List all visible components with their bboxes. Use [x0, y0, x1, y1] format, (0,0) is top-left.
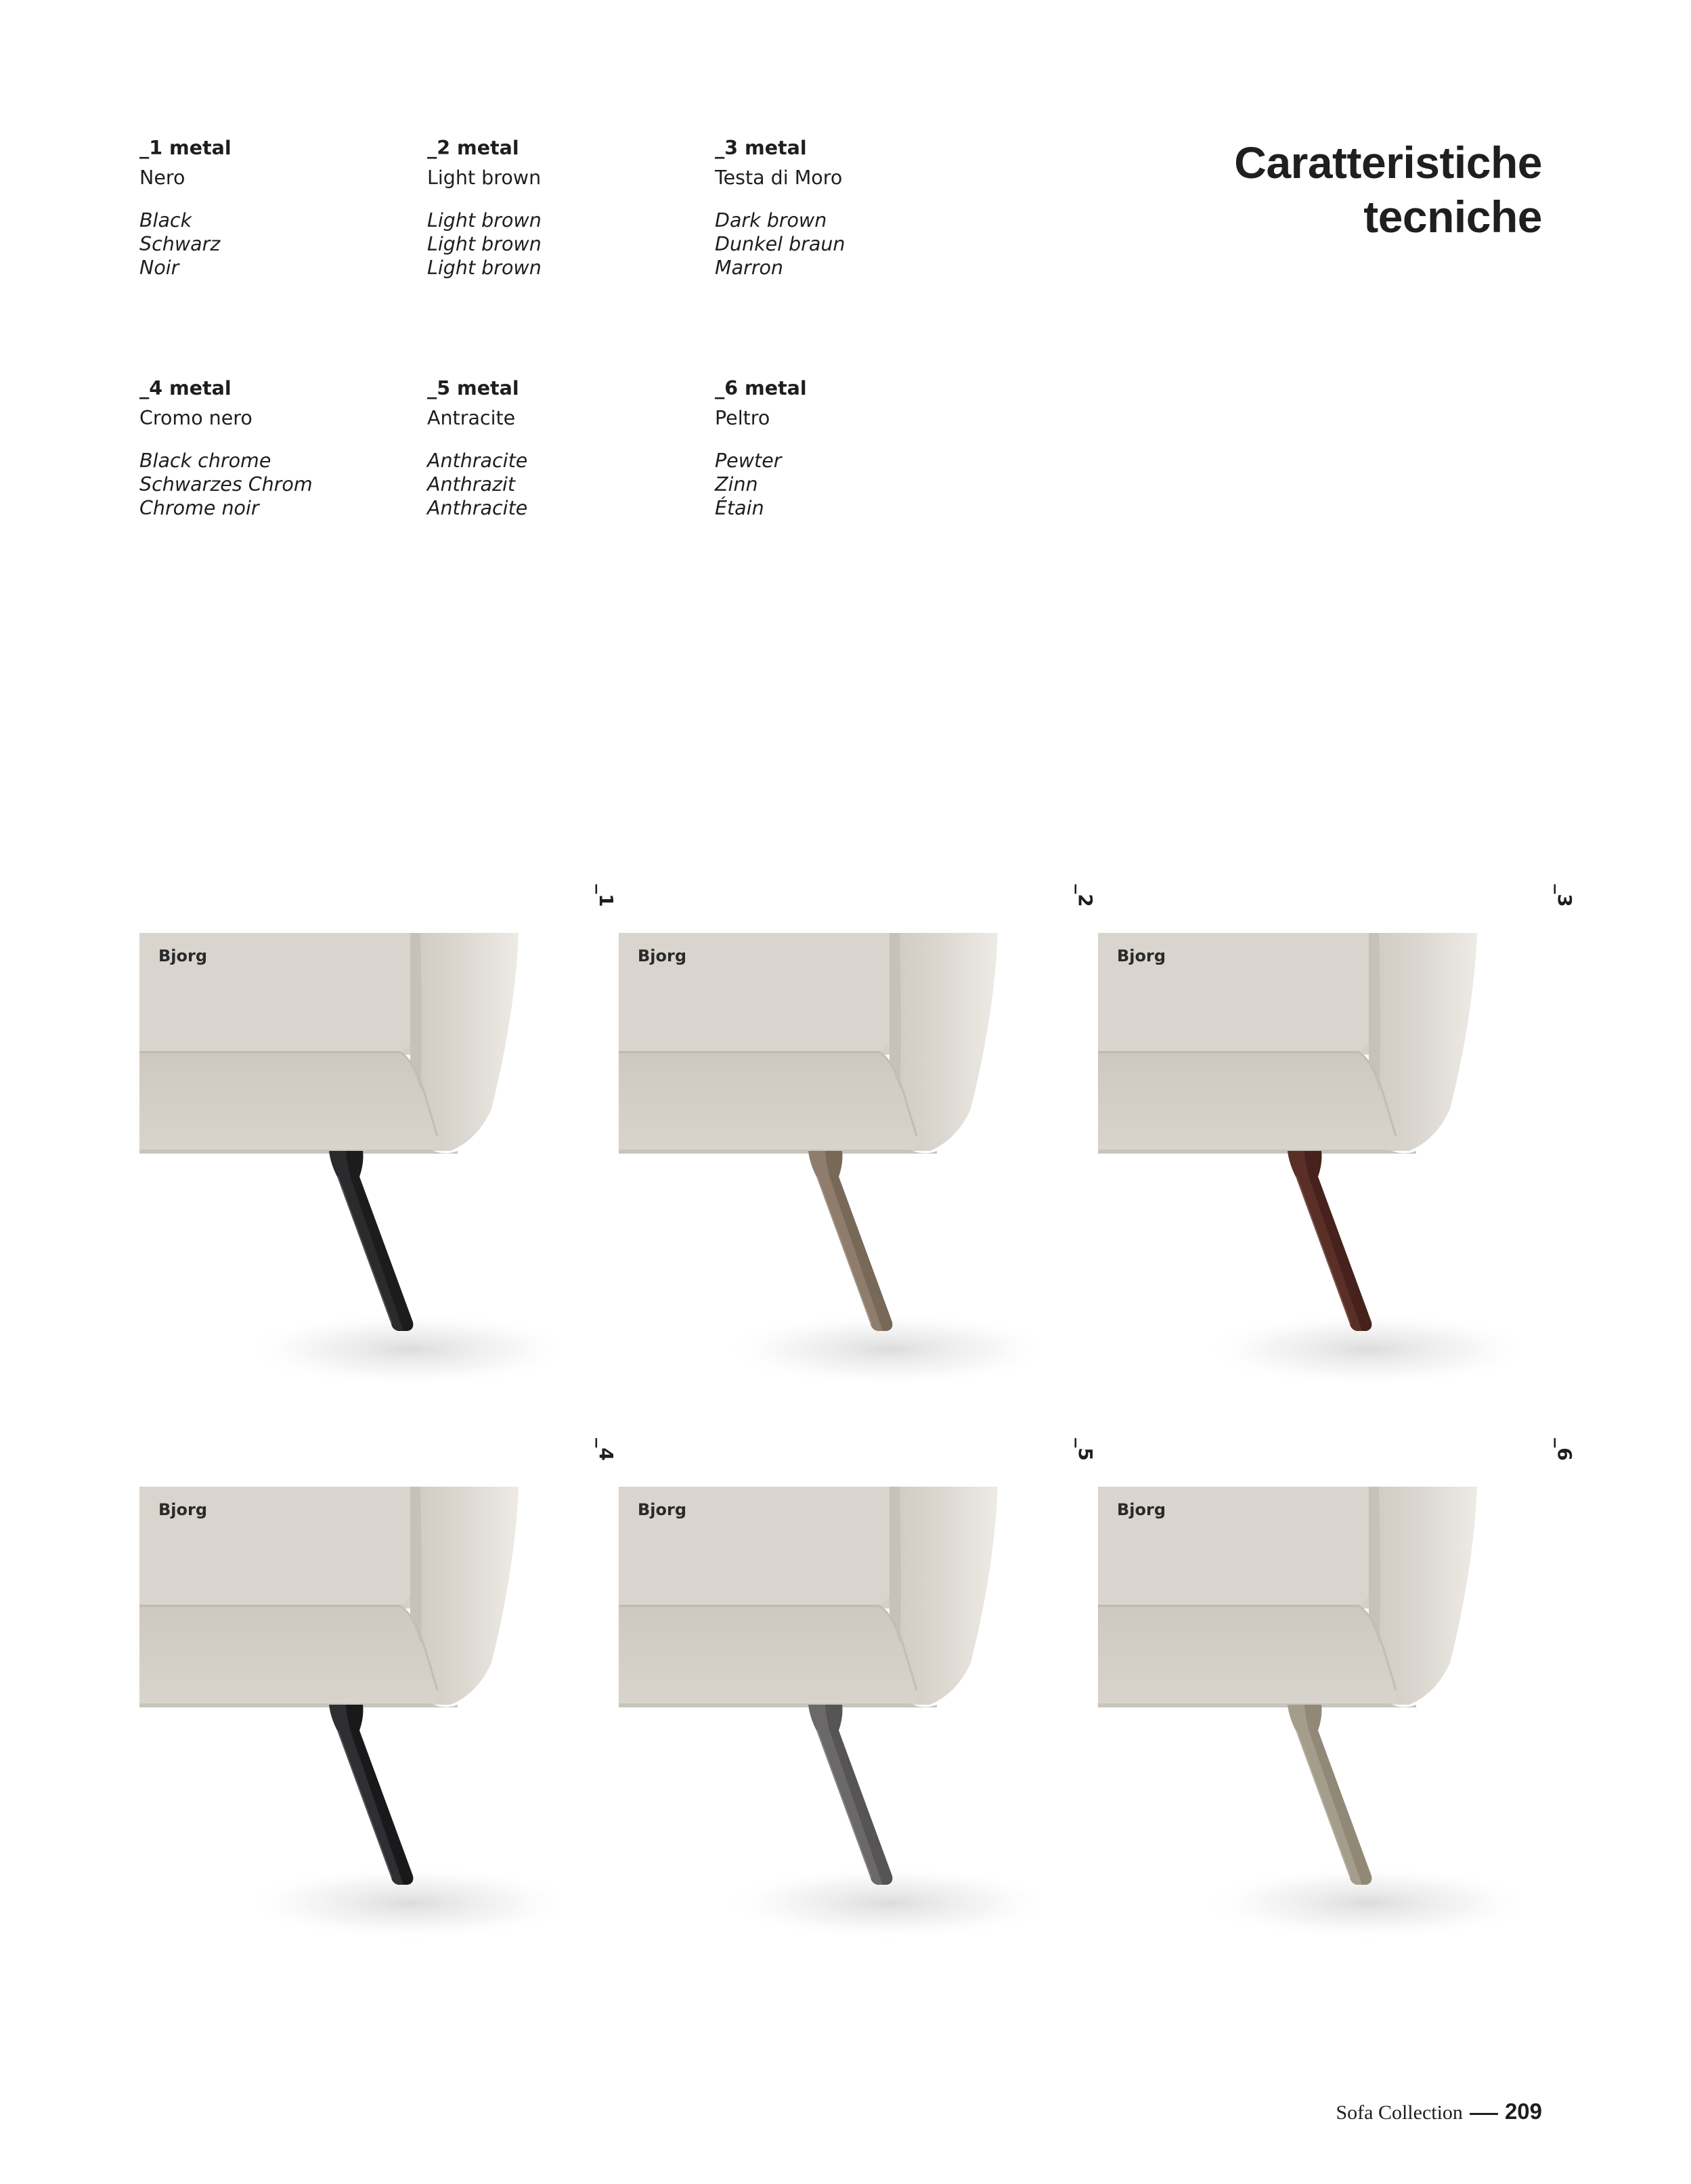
finish-translation-en: Pewter — [715, 450, 782, 472]
finish-number: _3 — [1554, 884, 1576, 907]
sofa-leg-image — [1098, 1487, 1518, 1961]
finish-item — [139, 374, 410, 520]
finish-number: _1 — [595, 884, 617, 907]
finish-translations — [715, 449, 986, 520]
finish-translation-fr: Étain — [715, 497, 764, 519]
finish-translations — [139, 209, 410, 280]
finish-translation-de: Dunkel braun — [715, 233, 846, 255]
finish-translation-en: Black — [139, 209, 192, 232]
finish-code: _5 metal — [427, 377, 519, 399]
finish-item — [139, 134, 410, 280]
page-title-line-2: tecniche — [1363, 192, 1542, 242]
sofa-leg-photo — [1098, 1438, 1576, 1961]
sofa-leg-image — [619, 1487, 1038, 1961]
finish-name: Peltro — [715, 407, 770, 429]
finish-code: _3 metal — [715, 137, 807, 159]
sofa-leg-image — [139, 1487, 559, 1961]
sofa-leg-photo — [139, 884, 617, 1407]
sofa-leg-photo — [1098, 884, 1576, 1407]
finish-code: _1 metal — [139, 137, 232, 159]
finish-translation-en: Black chrome — [139, 450, 271, 472]
collection-name: Sofa Collection — [1336, 2101, 1463, 2124]
sofa-leg-photo — [619, 884, 1097, 1407]
finish-item — [715, 374, 986, 520]
finish-translations — [427, 209, 698, 280]
finish-translation-fr: Noir — [139, 257, 179, 279]
product-label: Bjorg — [1117, 946, 1166, 965]
finish-translations — [139, 449, 410, 520]
finish-code: _2 metal — [427, 137, 519, 159]
finish-translation-de: Light brown — [427, 233, 542, 255]
finish-translation-fr: Anthracite — [427, 497, 528, 519]
finish-number: _5 — [1074, 1438, 1097, 1461]
product-label: Bjorg — [638, 1500, 687, 1519]
finish-item — [427, 374, 698, 520]
finish-name: Testa di Moro — [715, 167, 843, 189]
sofa-leg-photo — [139, 1438, 617, 1961]
finish-number: _6 — [1554, 1438, 1576, 1461]
page-footer — [1336, 2099, 1542, 2124]
sofa-leg-photo — [619, 1438, 1097, 1961]
finish-name: Light brown — [427, 167, 542, 189]
product-label: Bjorg — [638, 946, 687, 965]
finish-translation-de: Schwarzes Chrom — [139, 473, 313, 496]
finish-translation-en: Dark brown — [715, 209, 827, 232]
finish-translation-de: Zinn — [715, 473, 758, 496]
product-label: Bjorg — [158, 1500, 208, 1519]
finish-translation-en: Anthracite — [427, 450, 528, 472]
finish-translations — [427, 449, 698, 520]
finish-number: _2 — [1074, 884, 1097, 907]
finish-translation-en: Light brown — [427, 209, 542, 232]
sofa-leg-image — [619, 933, 1038, 1407]
finish-name: Nero — [139, 167, 185, 189]
finish-translation-fr: Light brown — [427, 257, 542, 279]
finish-code: _6 metal — [715, 377, 807, 399]
finish-number: _4 — [595, 1438, 617, 1461]
finish-translations — [715, 209, 986, 280]
finish-item — [715, 134, 986, 280]
finish-translation-fr: Chrome noir — [139, 497, 259, 519]
finish-code: _4 metal — [139, 377, 232, 399]
finish-translation-de: Schwarz — [139, 233, 221, 255]
page-title-line-1: Caratteristiche — [1234, 137, 1542, 188]
finish-translation-fr: Marron — [715, 257, 783, 279]
page-title — [1234, 135, 1542, 244]
finish-item — [427, 134, 698, 280]
product-label: Bjorg — [158, 946, 208, 965]
finish-translation-de: Anthrazit — [427, 473, 516, 496]
finish-name: Antracite — [427, 407, 516, 429]
finish-name: Cromo nero — [139, 407, 252, 429]
page-number: 209 — [1504, 2099, 1542, 2124]
footer-rule — [1470, 2113, 1498, 2115]
sofa-leg-image — [139, 933, 559, 1407]
product-label: Bjorg — [1117, 1500, 1166, 1519]
sofa-leg-image — [1098, 933, 1518, 1407]
